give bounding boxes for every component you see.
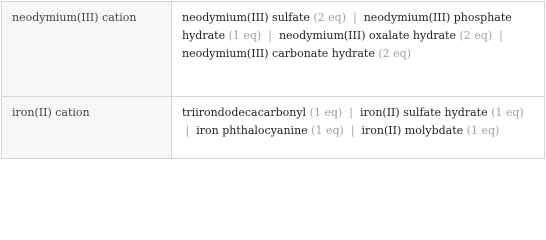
separator: | <box>350 124 355 137</box>
compound-name: neodymium(III) oxalate hydrate <box>278 29 456 42</box>
results-table <box>1 1 545 159</box>
compound-quantity: (1 eq) <box>466 124 500 137</box>
compound-name: iron(II) molybdate <box>361 124 464 137</box>
compound-quantity: (1 eq) <box>228 29 262 42</box>
compound-quantity: (2 eq) <box>459 29 493 42</box>
row-label: iron(II) cation <box>2 97 172 159</box>
compound-quantity: (2 eq) <box>313 11 346 24</box>
table-row <box>2 97 545 159</box>
separator: | <box>268 29 272 42</box>
compound-name: iron phthalocyanine <box>196 124 308 137</box>
compound-quantity: (1 eq) <box>311 124 344 137</box>
compound-name: neodymium(III) carbonate hydrate <box>182 47 375 60</box>
compound-name: triirondodecacarbonyl <box>182 106 307 119</box>
compound-list <box>172 2 545 97</box>
compound-quantity: (2 eq) <box>378 47 411 60</box>
separator: | <box>353 11 357 24</box>
compound-quantity: (1 eq) <box>491 106 524 119</box>
compound-quantity: (1 eq) <box>309 106 343 119</box>
compound-name: neodymium(III) phosphate hydrate <box>182 11 512 42</box>
compound-list <box>172 97 545 159</box>
separator: | <box>499 29 503 42</box>
separator: | <box>185 124 190 137</box>
row-label: neodymium(III) cation <box>2 2 172 97</box>
compound-name: neodymium(III) sulfate <box>182 11 310 24</box>
compound-name: iron(II) sulfate hydrate <box>359 106 488 119</box>
table-row <box>2 2 545 97</box>
separator: | <box>349 106 353 119</box>
